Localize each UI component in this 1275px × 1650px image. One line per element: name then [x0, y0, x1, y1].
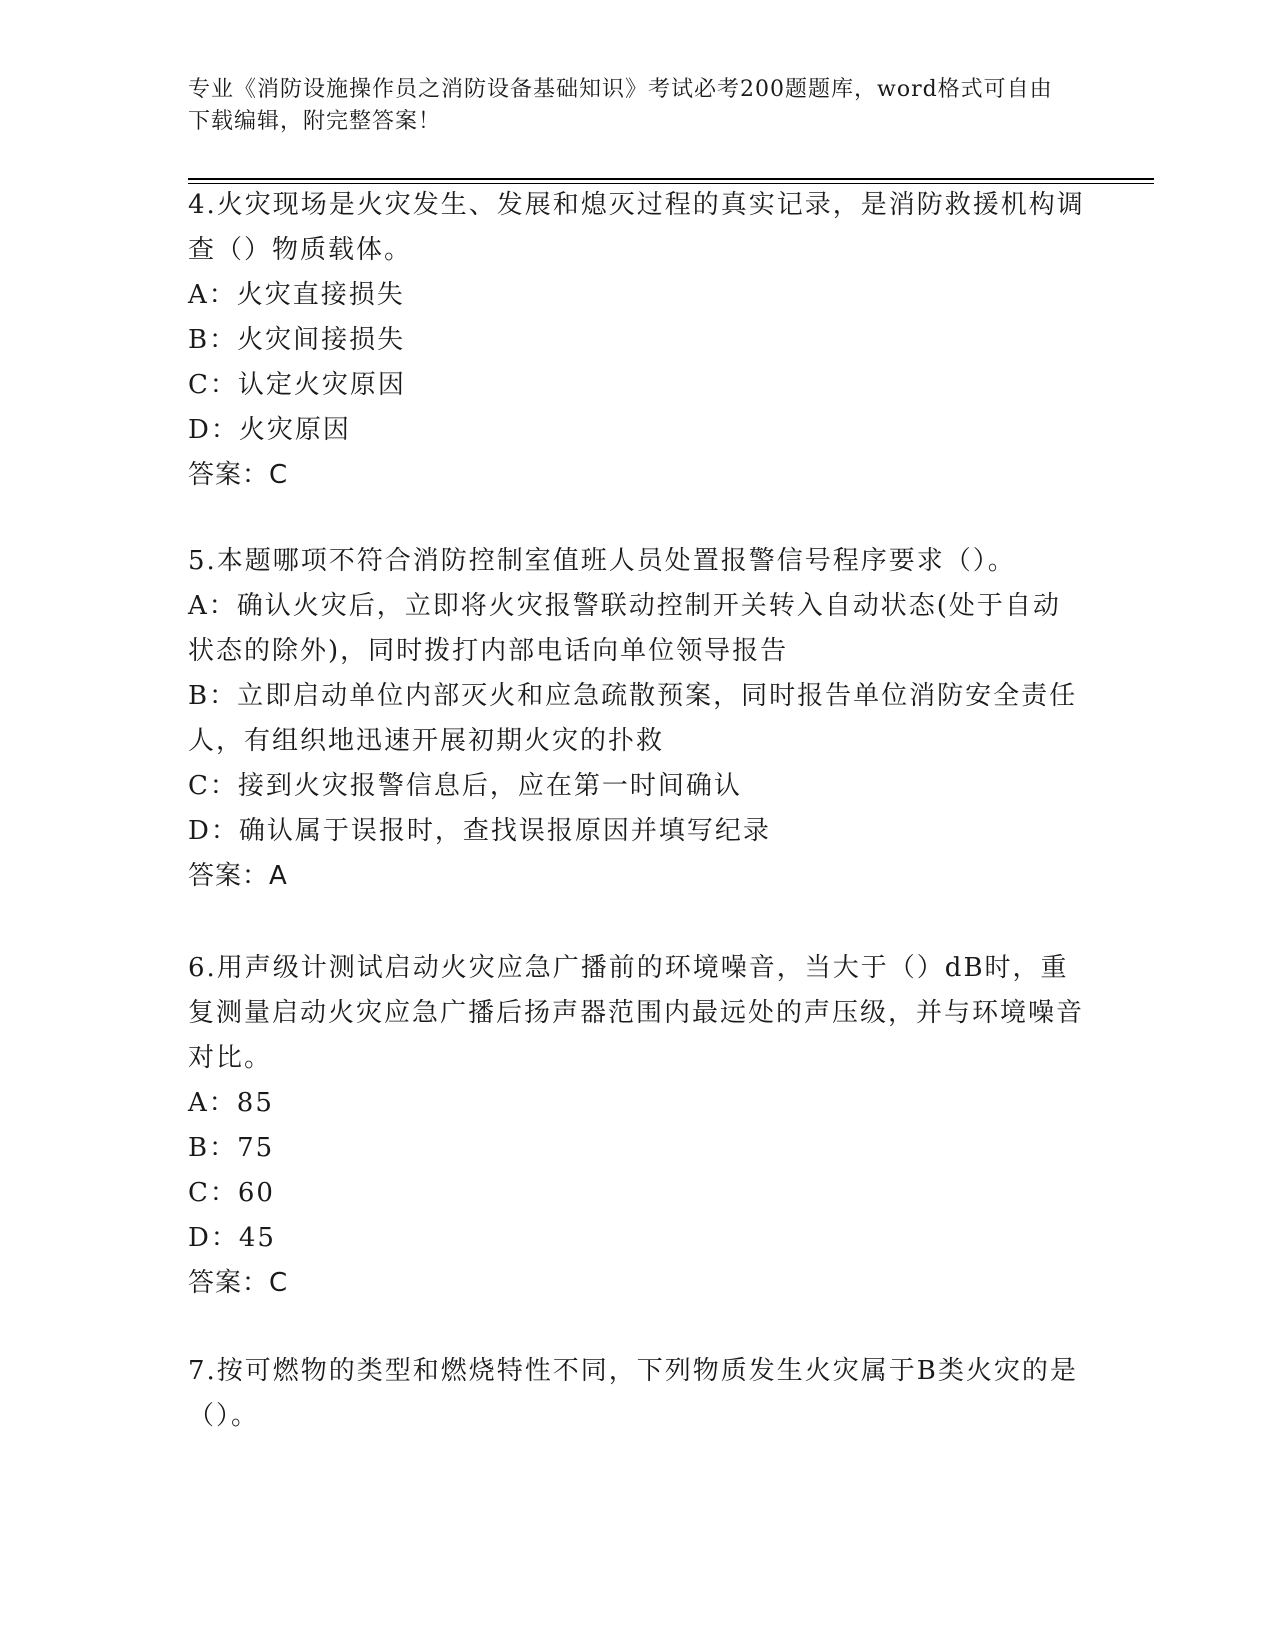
answer: 答案：C — [188, 460, 289, 490]
option-a: A：85 — [188, 1088, 274, 1118]
option-c: C：60 — [188, 1178, 275, 1208]
option-c: C：接到火灾报警信息后，应在第一时间确认 — [188, 771, 742, 801]
option-b: B：75 — [188, 1133, 275, 1163]
question-stem: 4.火灾现场是火灾发生、发展和熄灭过程的真实记录，是消防救援机构调查（）物质载体。 — [188, 190, 1085, 265]
question-6 — [188, 946, 1088, 1306]
option-d: D：45 — [188, 1223, 276, 1253]
answer: 答案：A — [188, 861, 288, 891]
option-d: D：确认属于误报时，查找误报原因并填写纪录 — [188, 816, 771, 846]
option-b: B：立即启动单位内部灭火和应急疏散预案，同时报告单位消防安全责任人，有组织地迅速开展初期火灾的扑救 — [188, 681, 1078, 756]
option-a: A：火灾直接损失 — [188, 280, 405, 310]
question-7 — [188, 1349, 1088, 1439]
question-5 — [188, 539, 1088, 899]
option-a: A：确认火灾后，立即将火灾报警联动控制开关转入自动状态(处于自动状态的除外)，同时拨打内部电话向单位领导报告 — [188, 591, 1061, 666]
option-d: D：火灾原因 — [188, 415, 351, 445]
question-4 — [188, 183, 1088, 498]
question-stem: 6.用声级计测试启动火灾应急广播前的环境噪音，当大于（）dB时，重复测量启动火灾应急广播后扬声器范围内最远处的声压级，并与环境噪音对比。 — [188, 953, 1085, 1073]
question-stem: 7.按可燃物的类型和燃烧特性不同，下列物质发生火灾属于B类火灾的是（）。 — [188, 1356, 1078, 1431]
answer: 答案：C — [188, 1268, 289, 1298]
header-divider-thick — [188, 178, 1154, 180]
option-c: C：认定火灾原因 — [188, 370, 406, 400]
question-stem: 5.本题哪项不符合消防控制室值班人员处置报警信号程序要求（）。 — [188, 546, 1016, 576]
document-intro: 专业《消防设施操作员之消防设备基础知识》考试必考200题题库，word格式可自由下载编辑，附完整答案！ — [188, 77, 1053, 134]
option-b: B：火灾间接损失 — [188, 325, 406, 355]
